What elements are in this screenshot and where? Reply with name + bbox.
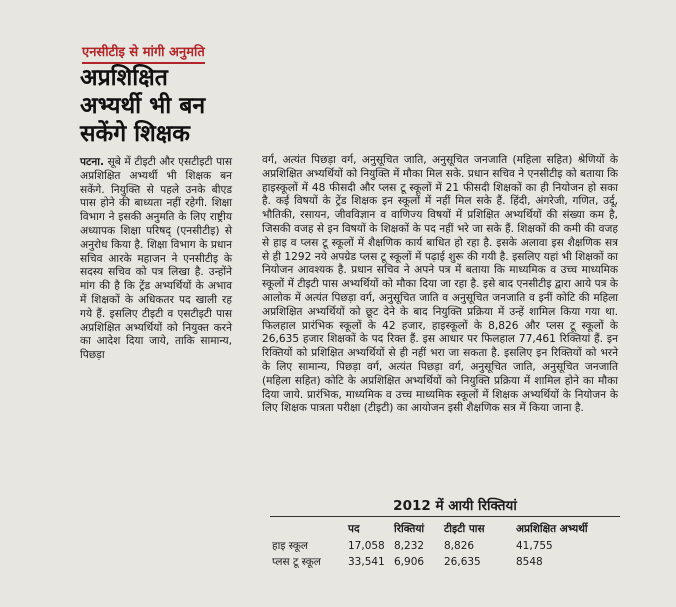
table-cell: 41,755 <box>516 540 553 552</box>
table-cell: 6,906 <box>394 556 425 568</box>
table-cell: 33,541 <box>348 556 385 568</box>
table-cell: 8548 <box>516 556 543 568</box>
table-row <box>270 538 620 554</box>
table-cell: प्लस टू स्कूल <box>272 556 321 568</box>
headline: अप्रशिक्षित अभ्यर्थी भी बन सकेंगे शिक्षक <box>80 65 206 147</box>
article-column-1 <box>80 156 232 363</box>
table-header-cell: पद <box>348 523 360 535</box>
vacancy-table-block <box>270 496 620 570</box>
table-header-cell: रिक्तियां <box>394 523 425 535</box>
article-column-2 <box>262 154 618 416</box>
kicker: एनसीटीइ से मांगी अनुमति <box>82 42 205 64</box>
table-header-cell: टीइटी पास <box>444 523 485 535</box>
table-cell: हाइ स्कूल <box>272 540 309 552</box>
column-2-text: वर्ग, अत्यंत पिछड़ा वर्ग, अनुसूचित जाति, अनुसूचित जनजाति (महिला सहित) श्रेणियों के अप्रशिक्षित अभ्यर्थियों को नियुक्ति में मौका मिल सके. प्रधान सचिव ने एनसीटीइ को बताया कि हाइस्कूलों में 48 फीसदी और प्लस टू स्कूलों में 21 फीसदी शिक्षकों का ही नियोजन हो सका है. कई विषयों के ट्रेंड शिक्षक इन स्कूलों में नहीं मिल सके हैं. हिंदी, अंगरेजी, गणित, उर्दू, भौतिकी, रसायन, जीवविज्ञान व वाणिज्य विषयों में प्रशिक्षित अभ्यर्थियों की संख्या कम है, जिसकी वजह से इन विषयों के शिक्षकों के पद नहीं भरे जा सके हैं. शिक्षकों की कमी की वजह से हाइ व प्लस टू स्कूलों में शैक्षणिक कार्य बाधित हो रहा है. इसके अलावा इस शैक्षणिक सत्र से ही 1292 नये अपग्रेड प्लस टू स्कूलों में पढ़ाई शुरू की गयी है. इसलिए यहां भी शिक्षकों का नियोजन आवश्यक है. प्रधान सचिव ने अपने पत्र में बताया कि माध्यमिक व उच्च माध्यमिक स्कूलों में टीइटी पास अभ्यर्थियों को मौका दिया जा रहा है. इसे बाद एनसीटीइ द्वारा आये पत्र के आलोक में अत्यंत पिछड़ा वर्ग, अनुसूचित जाति व अनुसूचित जनजाति व इनीं कोटि की महिला अप्रशिक्षित अभ्यर्थियों को छूट देने के बाद नियुक्ति प्रक्रिया में उन्हें शामिल किया गया था. फिलहाल प्रारंभिक स्कूलों के 42 हजार, हाइस्कूलों के 8,826 और प्लस टू स्कूलों के 26,635 हजार शिक्षकों के पद रिक्त हैं. इस आधार पर फिलहाल 77,461 रिक्तियां हैं. इन रिक्तियों को प्रशिक्षित अभ्यर्थियों से ही नहीं भरा जा सकता है. इसलिए इन रिक्तियों को भरने के लिए सामान्य, पिछड़ा वर्ग, अत्यंत पिछड़ा वर्ग, अनुसूचित जाति, अनुसूचित जनजाति (महिला सहित) कोटि के अप्रशिक्षित अभ्यर्थियों को नियुक्ति प्रक्रिया में शामिल होने का मौका दिया जाये. प्रारंभिक, माध्यमिक व उच्च माध्यमिक स्कूलों में शिक्षक अभ्यर्थियों के नियोजन के लिए शिक्षक पात्रता परीक्षा (टीइटी) का आयोजन इसी शैक्षणिक सत्र में किया जाना है. <box>262 154 618 415</box>
column-1-text: सूबे में टीइटी और एसटीइटी पास अप्रशिक्षित अभ्यर्थी भी शिक्षक बन सकेंगे. नियुक्ति से पहले उनके बीएड पास होने की बाध्यता नहीं रहेगी. शिक्षा विभाग ने इसकी अनुमति के लिए राष्ट्रीय अध्यापक शिक्षा परिषद् (एनसीटीइ) से अनुरोध किया है. शिक्षा विभाग के प्रधान सचिव आरके महाजन ने एनसीटीइ के सदस्य सचिव को पत्र लिखा है. उन्होंने मांग की है कि ट्रेंड अभ्यर्थियों के अभाव में शिक्षकों के अधिकतर पद खाली रह गये हैं. इसलिए टीइटी व एसटीइटी पास अप्रशिक्षित अभ्यर्थियों को नियुक्त करने का आदेश दिया जाये, ताकि सामान्य, पिछड़ा <box>80 156 233 362</box>
vacancy-table <box>270 520 620 570</box>
table-cell: 26,635 <box>444 556 481 568</box>
table-header-cell <box>270 520 346 538</box>
table-header-row <box>270 520 620 538</box>
table-header-cell: अप्रशिक्षित अभ्यर्थी <box>516 523 588 535</box>
dateline: पटना. <box>80 156 105 168</box>
table-cell: 8,826 <box>444 540 475 552</box>
table-cell: 8,232 <box>394 540 425 552</box>
table-row <box>270 554 620 570</box>
table-rule <box>270 516 620 517</box>
table-cell: 17,058 <box>348 540 385 552</box>
table-title: 2012 में आयी रिक्तियां <box>393 498 517 514</box>
